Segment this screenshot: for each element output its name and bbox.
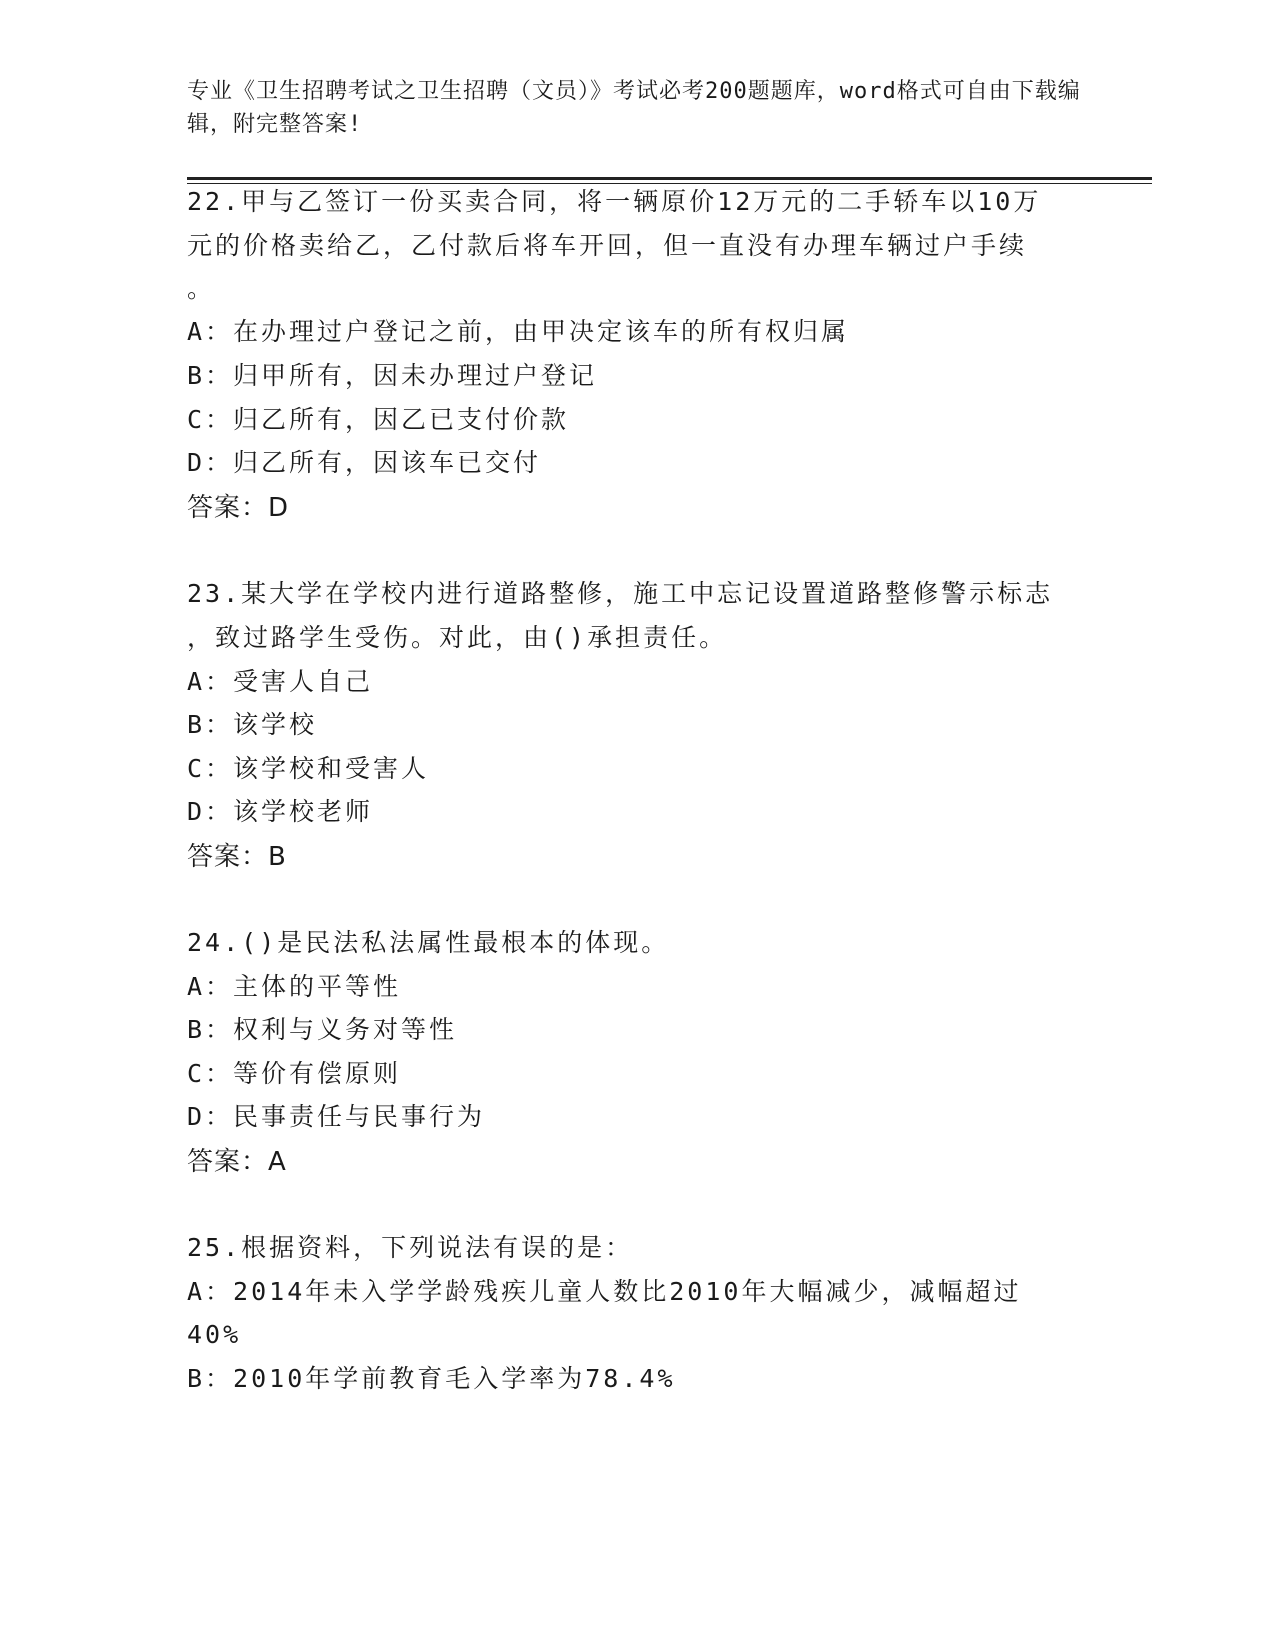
option-b: B：权利与义务对等性 — [187, 1015, 458, 1044]
option-d: D：该学校老师 — [187, 797, 374, 826]
question-stem-line: 23.某大学在学校内进行道路整修，施工中忘记设置道路整修警示标志 — [187, 579, 1054, 608]
option-a: A：2014年未入学学龄残疾儿童人数比2010年大幅减少，减幅超过 — [187, 1277, 1022, 1306]
option-a: A：主体的平等性 — [187, 972, 402, 1001]
question-stem-line: 元的价格卖给乙，乙付款后将车开回，但一直没有办理车辆过户手续 — [187, 231, 1028, 260]
answer-text: 答案：D — [187, 493, 290, 523]
option-b: B：2010年学前教育毛入学率为78.4% — [187, 1364, 676, 1393]
option-d: D：民事责任与民事行为 — [187, 1102, 486, 1131]
question-stem-line: 24.()是民法私法属性最根本的体现。 — [187, 928, 670, 957]
option-a: A：受害人自己 — [187, 667, 374, 696]
option-a-continued: 40% — [187, 1320, 242, 1349]
header-rule-thin — [187, 183, 1152, 184]
question-stem-line: 22.甲与乙签订一份买卖合同，将一辆原价12万元的二手轿车以10万 — [187, 187, 1042, 216]
question-stem-line: ，致过路学生受伤。对此，由()承担责任。 — [187, 623, 728, 652]
answer-text: 答案：A — [187, 1147, 287, 1177]
page-header: 专业《卫生招聘考试之卫生招聘（文员）》考试必考200题题库，word格式可自由下载编辑，附完整答案! — [187, 79, 1081, 137]
option-c: C：等价有偿原则 — [187, 1059, 402, 1088]
option-b: B：该学校 — [187, 710, 318, 739]
header-rule-thick — [187, 177, 1152, 180]
option-b: B：归甲所有，因未办理过户登记 — [187, 361, 598, 390]
option-d: D：归乙所有，因该车已交付 — [187, 448, 542, 477]
question-stem-line: 。 — [187, 274, 216, 303]
question-stem-line: 25.根据资料，下列说法有误的是： — [187, 1233, 634, 1262]
option-c: C：归乙所有，因乙已支付价款 — [187, 405, 570, 434]
answer-text: 答案：B — [187, 842, 287, 872]
option-c: C：该学校和受害人 — [187, 754, 430, 783]
option-a: A：在办理过户登记之前，由甲决定该车的所有权归属 — [187, 317, 850, 346]
